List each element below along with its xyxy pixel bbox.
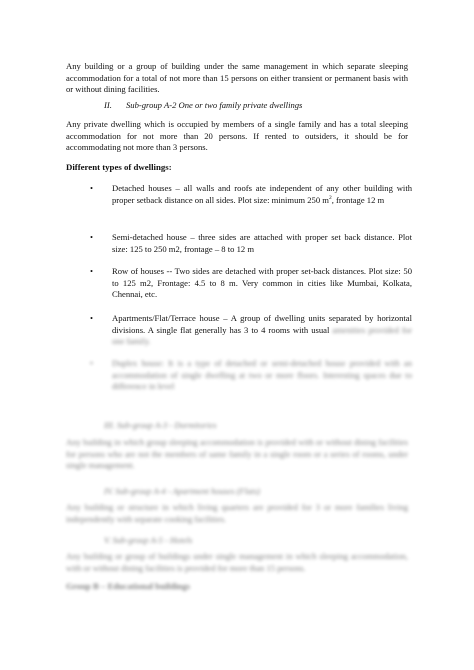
superscript: 2 xyxy=(328,194,332,201)
bullet-dot: • xyxy=(90,266,94,276)
bullet-duplex-blurred xyxy=(90,358,412,393)
subgroup-a3-heading: III. Sub-group A-3 - Dormitories xyxy=(104,420,217,430)
bullet-text-tail: , frontage 12 m xyxy=(331,194,385,205)
subgroup-a2-number: II. xyxy=(104,100,112,110)
bullet-text-blurred: amenities provided for one family. xyxy=(112,324,412,347)
bullet-text: Duplex house: It is a type of detached or semi-detached house provided with an accommodation of single dwelling at two or more floors. Interesting spaces due to difference in level xyxy=(112,358,412,392)
a3-paragraph: Any building in which group sleeping accommodation is provided with or without dining facilities for persons who are not the members of same family in a single room or a series of rooms, under single management. xyxy=(66,437,408,471)
dwelling-types-heading: Different types of dwellings: xyxy=(66,162,172,172)
subgroup-a2-title: Sub-group A-2 One or two family private dwellings xyxy=(126,100,303,110)
intro-paragraph: Any building or a group of building under the same management in which separate sleeping accommodation for a total of not more than 15 persons on either transient or permanent basis with or without dining facilities. xyxy=(66,61,408,95)
bullet-text: Semi-detached house – three sides are attached with proper set back distance. Plot size: 125 to 250 m2, frontage – 8 to 12 m xyxy=(112,232,412,254)
bullet-text: Detached houses – all walls and roofs ate independent of any other building with proper setback distance on all sides. Plot size: minimum 250 m xyxy=(112,183,412,205)
a2-paragraph: Any private dwelling which is occupied by members of a single family and has a total sleeping accommodation for not more than 20 persons. If rented to outsiders, it should be for accommodating not more than 3 persons. xyxy=(66,119,408,153)
subgroup-a5-heading: V. Sub-group A-5 - Hotels xyxy=(104,535,193,545)
bullet-apartments xyxy=(90,313,412,348)
bullet-detached-houses xyxy=(90,183,412,206)
bullet-text: Apartments/Flat/Terrace house – A group of dwelling units separated by horizontal divisions. A single flat generally has 3 to 4 rooms with usual xyxy=(112,313,412,335)
bullet-dot: • xyxy=(90,313,94,323)
subgroup-a4-heading: IV. Sub-group A-4 - Apartment houses (Flats) xyxy=(104,486,261,496)
a5-paragraph: Any building or group of buildings under single management in which sleeping accommodation, with or without dining facilities is provided for more than 15 persons. xyxy=(66,551,408,573)
bullet-dot: • xyxy=(90,358,94,368)
bullet-semi-detached xyxy=(90,232,412,255)
a4-paragraph: Any building or structure in which living quarters are provided for 3 or more families living independently with separate cooking facilities. xyxy=(66,502,408,524)
bullet-dot: • xyxy=(90,183,94,193)
bullet-row-houses xyxy=(90,266,412,301)
subgroup-a2-heading xyxy=(104,100,302,110)
bullet-text: Row of houses -- Two sides are detached with proper set-back distances. Plot size: 50 to 125 m2, Frontage: 4.5 to 8 m. Very common in cities like Mumbai, Kolkata, Chennai, etc. xyxy=(112,266,412,300)
bullet-dot: • xyxy=(90,232,94,242)
group-b-heading: Group B – Educational buildings xyxy=(66,581,191,591)
